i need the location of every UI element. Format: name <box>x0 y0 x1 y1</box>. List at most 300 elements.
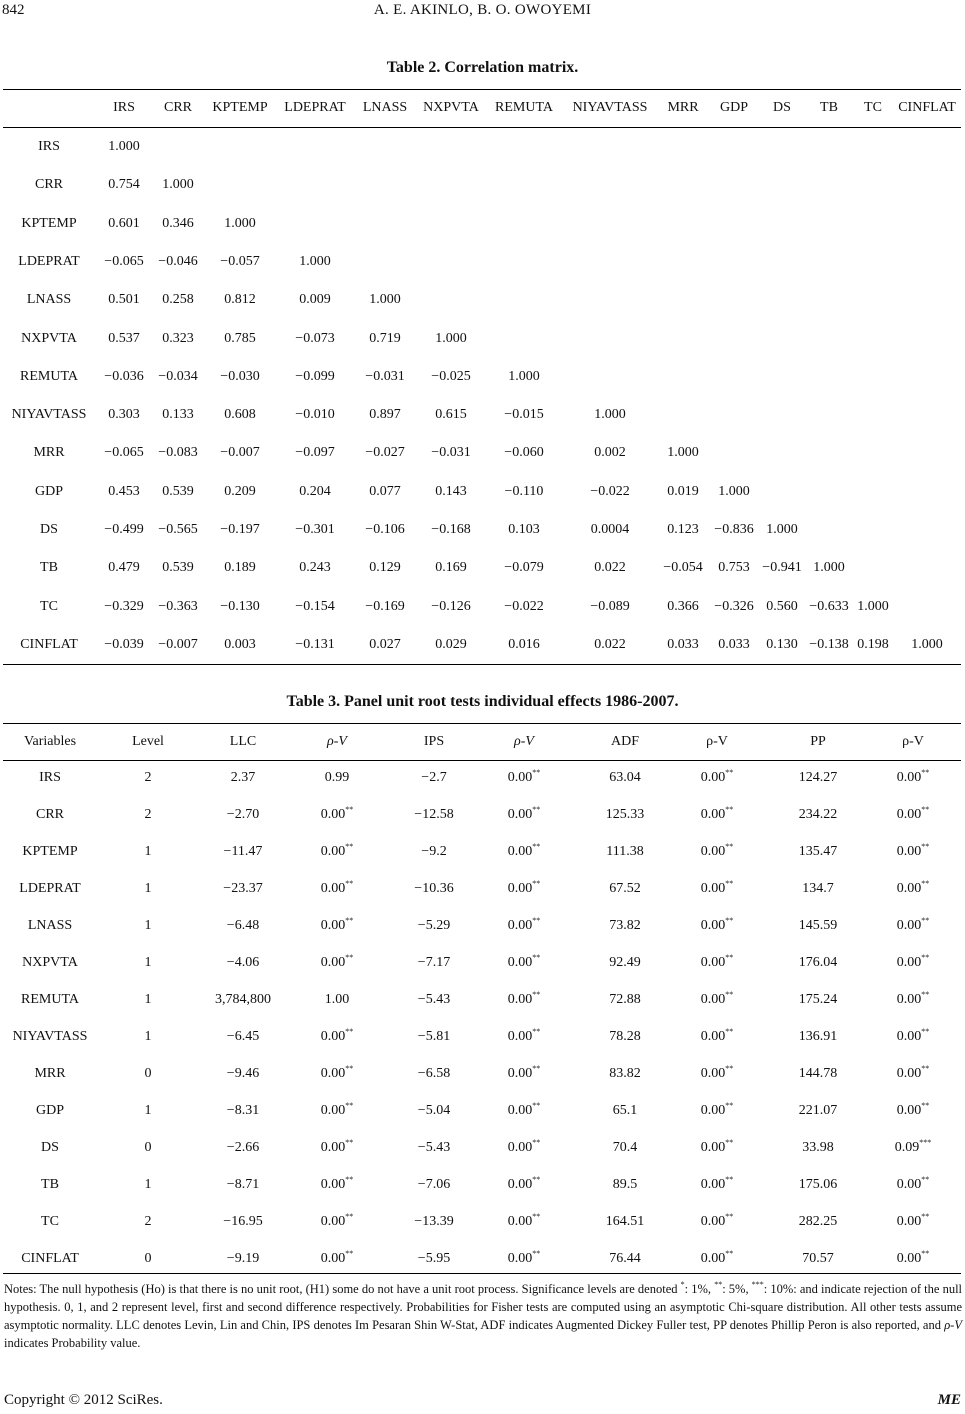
table3-cell-value: −9.46 <box>226 1066 260 1081</box>
table3-cell-value: −10.36 <box>414 881 454 896</box>
table2-cell: 0.003 <box>224 636 256 652</box>
significance-marker: ** <box>921 842 930 851</box>
table3-cell-value: 0.00 <box>507 844 533 859</box>
table3-cell-value: 92.49 <box>609 955 641 970</box>
significance-marker: ** <box>725 1027 734 1036</box>
table3-column-header: PP <box>810 734 826 749</box>
table2-cell: −0.097 <box>295 445 335 461</box>
table2-cell: −0.083 <box>158 445 198 461</box>
table3-row-label <box>36 1103 64 1119</box>
table2-cell: 0.204 <box>299 483 331 499</box>
table2-cell: 1.000 <box>435 330 467 346</box>
table2-cell: 0.133 <box>162 407 194 423</box>
table2-column-header: TB <box>820 100 838 115</box>
significance-marker: ** <box>532 1212 541 1221</box>
table3-cell-value: 0.00 <box>507 1140 533 1155</box>
table2-cell: −0.073 <box>295 330 335 346</box>
table3-cell <box>799 770 838 786</box>
table3-cell-value: 0.00 <box>700 844 726 859</box>
table3-cell <box>321 844 354 860</box>
table2-cell: 0.785 <box>224 330 256 346</box>
table3-cell <box>325 770 350 786</box>
table3-cell-value: −5.43 <box>417 992 451 1007</box>
table2-cell: −0.065 <box>104 253 144 269</box>
table3-cell <box>701 1103 734 1119</box>
table2-cell: −0.169 <box>365 598 405 614</box>
table3-cell-value: NXPVTA <box>22 955 78 970</box>
table3-column-header: IPS <box>423 734 445 749</box>
table3-cell-value: TC <box>41 1214 59 1229</box>
table3-cell-value: CRR <box>35 807 65 822</box>
table3-cell-value: −5.29 <box>417 918 451 933</box>
table3-cell-value: 0 <box>144 1251 152 1266</box>
significance-marker: ** <box>725 1064 734 1073</box>
significance-marker: ** <box>345 953 354 962</box>
significance-marker: ** <box>725 1249 734 1258</box>
table3-cell <box>418 1251 450 1267</box>
table3-cell <box>897 1029 930 1045</box>
table3-cell-value: 0.00 <box>507 1214 533 1229</box>
table3-cell-value: 1 <box>144 1103 152 1118</box>
table2-cell: 0.077 <box>369 483 401 499</box>
table3-cell <box>897 1066 930 1082</box>
table2-row-label: KPTEMP <box>21 215 77 231</box>
table3-cell-value: 0.00 <box>700 992 726 1007</box>
table3-row-label <box>36 807 64 823</box>
significance-marker: ** <box>345 1138 354 1147</box>
significance-marker: ** <box>532 1027 541 1036</box>
significance-marker: ** <box>532 1175 541 1184</box>
table3-cell-value: 72.88 <box>609 992 641 1007</box>
table3-cell-value: 136.91 <box>798 1029 838 1044</box>
notes-text-5: ρ-V <box>944 1318 962 1332</box>
table3-cell <box>802 1251 834 1267</box>
table2-cell: −0.565 <box>158 522 198 537</box>
table3-cell-value: 0.00 <box>700 1029 726 1044</box>
table3-cell <box>609 770 641 786</box>
table3-cell <box>418 1066 450 1082</box>
table3-cell-value: 0.00 <box>700 918 726 933</box>
table3-cell-value: −9.2 <box>421 844 447 859</box>
table3-cell <box>897 1177 930 1193</box>
table3-cell-value: GDP <box>35 1103 65 1118</box>
table3-cell-value: 0.00 <box>320 1066 346 1081</box>
table3-cell-value: −2.66 <box>226 1140 260 1155</box>
significance-marker: ** <box>532 916 541 925</box>
table3-caption: Table 3. Panel unit root tests individual effects 1986-2007. <box>286 693 679 710</box>
table3-cell-value: 2.37 <box>230 770 256 785</box>
table2-cell: −0.126 <box>431 598 471 614</box>
table2-cell: 0.198 <box>857 636 889 652</box>
table3-cell <box>321 918 354 934</box>
table3-cell <box>897 881 930 897</box>
table3-cell <box>701 992 734 1008</box>
significance-marker: ** <box>532 805 541 814</box>
table3-cell-value: 0 <box>144 1066 152 1081</box>
significance-marker: ** <box>345 879 354 888</box>
table3-cell <box>895 1140 932 1156</box>
table2-cell: 0.033 <box>667 636 699 652</box>
table2-cell: −0.039 <box>104 636 144 652</box>
table2-cell: −0.836 <box>714 522 754 537</box>
table3-cell <box>321 1177 354 1193</box>
table2-row-label: IRS <box>38 139 60 154</box>
table3-cell <box>421 844 446 860</box>
table2-bottom-rule <box>3 664 961 665</box>
table3-cell-value: 0.00 <box>320 918 346 933</box>
table3-cell-value: 0.00 <box>896 1103 922 1118</box>
table2-cell: 0.169 <box>435 560 467 576</box>
significance-marker: *** <box>919 1138 932 1147</box>
table2-cell: 1.000 <box>369 292 401 308</box>
significance-marker: ** <box>921 1101 930 1110</box>
table3-cell <box>799 955 838 971</box>
table3-cell <box>421 770 446 786</box>
table3-cell-value: 0.00 <box>320 1177 346 1192</box>
table2-cell: −0.154 <box>295 598 335 614</box>
table3-row-label <box>19 881 80 897</box>
table3-cell-value: −8.71 <box>226 1177 260 1192</box>
table3-cell-value: LDEPRAT <box>19 881 81 896</box>
table3-cell <box>613 1140 638 1156</box>
significance-marker: ** <box>921 1027 930 1036</box>
table3-cell <box>321 1029 354 1045</box>
table3-cell-value: MRR <box>34 1066 66 1081</box>
table3-cell-value: 0.00 <box>896 1066 922 1081</box>
table3-cell <box>897 955 930 971</box>
table3-cell <box>799 992 838 1008</box>
table3-cell-value: 1 <box>144 955 152 970</box>
table3-cell-value: 0.00 <box>896 955 922 970</box>
significance-marker: ** <box>725 1212 734 1221</box>
significance-marker: ** <box>345 1212 354 1221</box>
table3-cell <box>606 807 645 823</box>
table3-cell <box>897 1251 930 1267</box>
table3-cell <box>897 1214 930 1230</box>
table3-cell-value: 0.00 <box>700 1103 726 1118</box>
table3-row-label <box>22 955 78 971</box>
table3-cell <box>321 955 354 971</box>
table3-cell-value: 0.00 <box>320 881 346 896</box>
table2-column-header: KPTEMP <box>212 100 268 115</box>
table2-cell: 1.000 <box>224 215 256 231</box>
table3-cell-value: 0.00 <box>896 844 922 859</box>
significance-marker: ** <box>345 1249 354 1258</box>
table2-cell: −0.131 <box>295 636 335 652</box>
table3-cell-value: 1 <box>144 844 152 859</box>
table3-cell <box>227 1066 259 1082</box>
table3-cell-value: 0.00 <box>700 770 726 785</box>
table3-cell-value: 0 <box>144 1140 152 1155</box>
table2-cell: 0.258 <box>162 292 194 308</box>
table2-header-rule <box>3 127 961 128</box>
table3-cell <box>613 1177 638 1193</box>
significance-marker: ** <box>921 1249 930 1258</box>
table3-column-header: ρ-V <box>706 734 728 749</box>
table2-row-label: TB <box>40 560 58 576</box>
table3-cell-value: 0.00 <box>320 1029 346 1044</box>
significance-marker: ** <box>725 842 734 851</box>
table3-cell-value: 0.00 <box>320 955 346 970</box>
table2-cell: 1.000 <box>508 368 540 384</box>
table3-cell-value: 0.00 <box>700 807 726 822</box>
table2-column-header: CINFLAT <box>898 100 956 115</box>
significance-marker: ** <box>921 1212 930 1221</box>
table3-cell <box>508 918 541 934</box>
table3-cell <box>145 807 152 823</box>
table2-column-header: NIYAVTASS <box>572 100 648 115</box>
table3-cell <box>897 807 930 823</box>
table3-cell-value: 0.00 <box>507 955 533 970</box>
table3-cell-value: 144.78 <box>798 1066 838 1081</box>
table2-cell: 1.000 <box>718 483 750 499</box>
table3-cell-value: −12.58 <box>414 807 454 822</box>
significance-marker: ** <box>725 1138 734 1147</box>
table2-cell: 1.000 <box>108 139 140 154</box>
significance-marker: ** <box>532 953 541 962</box>
table2-cell: 0.608 <box>224 407 256 423</box>
table2-cell: 0.143 <box>435 483 467 499</box>
significance-marker: ** <box>725 990 734 999</box>
table3-cell-value: −2.7 <box>421 770 447 785</box>
table2-cell: −0.065 <box>104 445 144 461</box>
table3-cell-value: 0.00 <box>896 807 922 822</box>
table3-cell-value: 3,784,800 <box>215 992 271 1007</box>
table2-cell: 1.000 <box>299 253 331 269</box>
significance-marker: ** <box>921 1175 930 1184</box>
table3-cell-value: TB <box>41 1177 59 1192</box>
table3-cell <box>321 1103 354 1119</box>
table3-cell <box>227 918 259 934</box>
table3-cell <box>321 1140 354 1156</box>
significance-marker: ** <box>345 1064 354 1073</box>
significance-marker: ** <box>345 1101 354 1110</box>
table3-cell <box>701 1251 734 1267</box>
table2-top-rule <box>3 89 961 90</box>
table3-cell <box>321 807 354 823</box>
table2-row-label: DS <box>40 522 58 537</box>
table3-cell <box>321 1214 354 1230</box>
table3-cell <box>223 881 262 897</box>
table3-cell <box>897 844 930 860</box>
table2-cell: 1.000 <box>911 636 943 652</box>
table3-cell <box>321 1251 354 1267</box>
table2-cell: −0.060 <box>504 445 544 461</box>
table3-cell-value: 2 <box>144 807 152 822</box>
table2-column-header: MRR <box>667 100 699 115</box>
significance-marker: ** <box>921 768 930 777</box>
table2-cell: 0.029 <box>435 636 467 652</box>
table3-cell-value: 124.27 <box>798 770 838 785</box>
table2-cell: −0.363 <box>158 598 198 614</box>
table2-cell: 0.366 <box>667 598 699 614</box>
table2-cell: 0.537 <box>108 330 140 346</box>
table2-cell: −0.030 <box>220 368 260 384</box>
table3-cell <box>609 955 641 971</box>
table2-column-header: CRR <box>163 100 193 115</box>
table3-cell <box>897 1103 930 1119</box>
table2-cell: 0.560 <box>766 598 798 614</box>
table3-column-header: Level <box>132 734 164 749</box>
table3-top-rule <box>3 723 961 724</box>
notes-sup-3: *** <box>751 1280 764 1289</box>
table3-cell-value: 0.00 <box>320 1140 346 1155</box>
table2-cell: 1.000 <box>857 598 889 614</box>
table3-cell-value: −7.17 <box>417 955 451 970</box>
table3-cell-value: 78.28 <box>609 1029 641 1044</box>
table3-cell <box>701 1214 734 1230</box>
table3-cell-value: 0.00 <box>507 770 533 785</box>
table3-cell-value: −16.95 <box>223 1214 263 1229</box>
table3-cell-value: 0.00 <box>507 1177 533 1192</box>
table3-cell-value: 73.82 <box>609 918 641 933</box>
page-number: 842 <box>2 2 25 18</box>
table3-cell <box>897 992 930 1008</box>
notes-sup-2: ** <box>714 1280 723 1289</box>
table3-cell-value: 76.44 <box>609 1251 641 1266</box>
table2-cell: 0.123 <box>667 522 699 537</box>
table3-cell-value: 176.04 <box>798 955 838 970</box>
table3-cell-value: 70.57 <box>802 1251 834 1266</box>
table3-cell <box>799 844 838 860</box>
table3-cell <box>145 1140 152 1156</box>
table3-cell <box>508 881 541 897</box>
table2-column-header: GDP <box>719 100 749 115</box>
table3-cell <box>701 955 734 971</box>
table3-cell-value: −5.95 <box>417 1251 451 1266</box>
table2-cell: 0.009 <box>299 292 331 308</box>
table3-cell <box>145 1177 152 1193</box>
table3-cell <box>508 1177 541 1193</box>
table3-cell <box>227 1140 259 1156</box>
table3-cell <box>609 881 641 897</box>
table3-cell-value: −13.39 <box>414 1214 454 1229</box>
table3-cell-value: 0.00 <box>700 955 726 970</box>
table3-cell <box>508 1029 541 1045</box>
table3-cell-value: −8.31 <box>226 1103 260 1118</box>
table3-cell <box>701 807 734 823</box>
table2-cell: −0.022 <box>590 483 630 499</box>
table3-cell-value: −7.06 <box>417 1177 451 1192</box>
table2-cell: 0.323 <box>162 330 194 346</box>
table3-cell-value: 1 <box>144 1029 152 1044</box>
table3-cell-value: 0.00 <box>507 1251 533 1266</box>
table3-cell-value: −6.45 <box>226 1029 260 1044</box>
table3-cell-value: 0.00 <box>896 918 922 933</box>
table3-cell-value: KPTEMP <box>22 844 78 859</box>
table3-cell-value: 65.1 <box>612 1103 638 1118</box>
notes-text-3: : 5%, <box>722 1282 752 1296</box>
significance-marker: ** <box>921 953 930 962</box>
table3-cell <box>701 844 734 860</box>
table3-cell-value: 0.00 <box>507 1066 533 1081</box>
table3-cell-value: −23.37 <box>223 881 263 896</box>
significance-marker: ** <box>725 768 734 777</box>
table3-row-label <box>22 844 77 860</box>
table3-cell <box>609 992 641 1008</box>
table2-cell: 1.000 <box>594 407 626 423</box>
table3-cell-value: 0.09 <box>894 1140 920 1155</box>
table3-cell <box>145 992 152 1008</box>
table3-cell <box>227 1251 259 1267</box>
table3-cell-value: 0.00 <box>320 1103 346 1118</box>
notes-text-2: : 1%, <box>684 1282 715 1296</box>
significance-marker: ** <box>532 768 541 777</box>
table2-cell: 0.129 <box>369 560 401 576</box>
table3-cell-value: −6.48 <box>226 918 260 933</box>
table3-cell-value: 33.98 <box>802 1140 834 1155</box>
table2-caption: Table 2. Correlation matrix. <box>386 59 579 76</box>
table3-cell-value: 145.59 <box>798 918 838 933</box>
table3-cell <box>701 1029 734 1045</box>
table3-header-rule <box>3 760 961 761</box>
table2-cell: 0.719 <box>369 330 401 346</box>
table3-cell <box>215 992 271 1008</box>
table3-row-label <box>34 1066 65 1082</box>
table2-cell: −0.197 <box>220 522 260 537</box>
table2-cell: 0.189 <box>224 560 256 576</box>
table3-cell-value: 111.38 <box>606 844 644 859</box>
table3-cell-value: 135.47 <box>798 844 838 859</box>
table3-cell-value: 234.22 <box>798 807 838 822</box>
notes-sup-1: * <box>680 1280 685 1289</box>
significance-marker: ** <box>532 1249 541 1258</box>
significance-marker: ** <box>532 990 541 999</box>
table3-cell <box>145 1103 152 1119</box>
table3-cell-value: 0.00 <box>700 1177 726 1192</box>
table2-column-header: DS <box>773 100 791 115</box>
table3-cell <box>325 992 350 1008</box>
table3-cell <box>414 1214 453 1230</box>
table3-cell-value: −11.47 <box>223 844 263 859</box>
table3-row-label <box>21 992 79 1008</box>
table3-cell-value: 89.5 <box>612 1177 638 1192</box>
table3-cell <box>418 992 450 1008</box>
table3-cell <box>802 881 834 897</box>
table2-cell: −0.057 <box>220 253 260 269</box>
table3-cell <box>414 881 453 897</box>
table2-cell: 0.243 <box>299 560 331 576</box>
table2-cell: −0.130 <box>220 598 260 614</box>
table3-cell <box>145 1029 152 1045</box>
table3-cell <box>508 1103 541 1119</box>
table3-cell <box>799 1029 838 1045</box>
table2-cell: 0.453 <box>108 483 140 499</box>
table3-cell <box>418 1029 450 1045</box>
table2-cell: 0.615 <box>435 407 467 423</box>
table2-cell: −0.025 <box>431 368 471 384</box>
table3-cell <box>145 1251 152 1267</box>
table2-row-label: LDEPRAT <box>18 253 80 269</box>
table2-cell: −0.089 <box>590 598 630 614</box>
table3-cell-value: LNASS <box>27 918 73 933</box>
table3-cell-value: 0.00 <box>507 807 533 822</box>
table3-cell-value: 1.00 <box>324 992 350 1007</box>
table3-cell <box>227 1103 259 1119</box>
table3-cell <box>145 844 152 860</box>
table2-cell: −0.301 <box>295 522 335 537</box>
table2-cell: −0.036 <box>104 368 144 384</box>
table3-cell-value: 175.06 <box>798 1177 838 1192</box>
table2-cell: 0.103 <box>508 522 540 537</box>
footer-journal: ME <box>937 1392 961 1408</box>
table3-cell-value: 164.51 <box>605 1214 645 1229</box>
table3-cell-value: 0.00 <box>896 1177 922 1192</box>
table3-cell-value: −5.81 <box>417 1029 451 1044</box>
significance-marker: ** <box>345 916 354 925</box>
significance-marker: ** <box>532 842 541 851</box>
table3-cell-value: CINFLAT <box>21 1251 79 1266</box>
